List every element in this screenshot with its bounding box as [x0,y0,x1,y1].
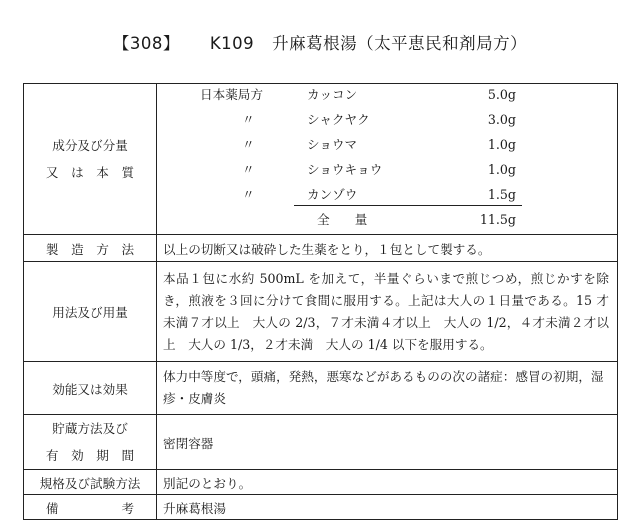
ingredient-herb: ショウマ [307,137,358,152]
ingredient-pharmacopoeia: 〃 [242,112,255,127]
usage-label: 用法及び用量 [24,262,157,362]
storage-label-line1: 貯蔵方法及び [52,421,128,436]
remarks-label: 備 考 [24,495,157,520]
remarks-text: 升麻葛根湯 [157,495,618,520]
total-label: 全 量 [317,212,368,227]
ingredient-pharmacopoeia: 〃 [242,187,255,202]
ingredient-pharmacopoeia: 〃 [242,162,255,177]
standards-row [24,470,618,495]
total-underline [294,205,522,206]
usage-row [24,262,618,362]
ingredient-amount: 1.5g [487,187,516,202]
storage-text: 密閉容器 [157,415,618,470]
manufacturing-text: 以上の切断又は破砕した生薬をとり，１包として製する。 [157,235,618,262]
ingredient-herb: カンゾウ [307,187,358,202]
total-row [157,210,617,230]
efficacy-text: 体力中等度で，頭痛，発熱，悪寒などがあるものの次の諸症：感冒の初期，湿疹・皮膚炎 [157,362,618,415]
ingredient-amount: 1.0g [487,137,516,152]
title-code: K109 [209,34,255,53]
usage-text: 本品１包に水約 500mL を加えて，半量ぐらいまで煎じつめ，煎じかすを除き，煎液を３回に分けて食間に服用する。上記は大人の１日量である。15 才未満７才以上 大人の 2/3，７才未満４才以上 大人の 1/2，４才未満２才以上 大人の 1/3，２才未満 大人の 1/4 以下を服用する。 [157,262,618,362]
ingredient-row [157,110,617,130]
efficacy-label: 効能又は効果 [24,362,157,415]
ingredient-amount: 5.0g [487,87,516,102]
ingredient-row [157,135,617,155]
document-title [0,30,640,54]
standards-label: 規格及び試験方法 [24,470,157,495]
ingredient-herb: シャクヤク [307,112,370,127]
remarks-row [24,495,618,520]
composition-label-line2: 又 は 本 質 [45,165,135,180]
ingredient-pharmacopoeia: 〃 [242,137,255,152]
manufacturing-row [24,235,618,262]
ingredient-pharmacopoeia: 日本薬局方 [200,87,263,102]
storage-label-line2: 有 効 期 間 [45,448,135,463]
ingredient-row [157,185,617,205]
monograph-table [23,83,618,520]
composition-label [24,84,157,235]
composition-row [24,84,618,235]
ingredient-herb: カッコン [307,87,358,102]
ingredient-herb: ショウキョウ [307,162,383,177]
total-amount: 11.5g [479,212,516,227]
manufacturing-label: 製 造 方 法 [24,235,157,262]
ingredient-amount: 3.0g [487,112,516,127]
ingredient-list [157,84,617,234]
composition-value [157,84,618,235]
ingredient-row [157,85,617,105]
composition-label-line1: 成分及び分量 [52,138,128,153]
title-name: 升麻葛根湯（太平恵民和剤局方） [272,34,528,53]
ingredient-amount: 1.0g [487,162,516,177]
ingredient-row [157,160,617,180]
storage-label [24,415,157,470]
storage-row [24,415,618,470]
efficacy-row [24,362,618,415]
title-number: 【308】 [112,34,180,53]
standards-text: 別記のとおり。 [157,470,618,495]
